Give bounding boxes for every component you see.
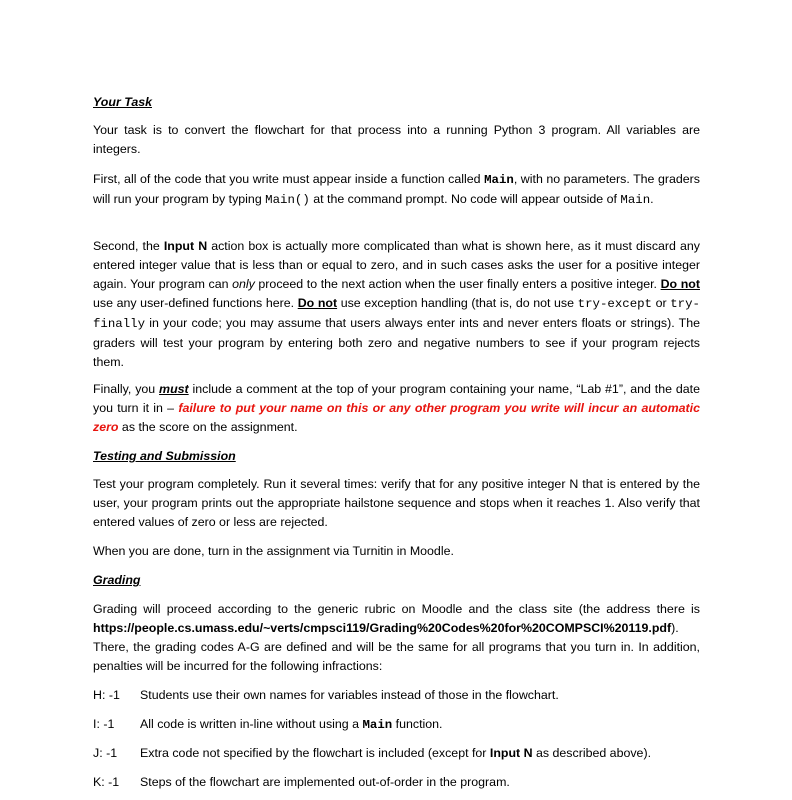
text-run: in your code; you may assume that users always enter ints and never enters floats or strings). The graders will test your program by entering both zero and negative numbers to see if your program rejects them.	[93, 316, 700, 369]
input-n-label: Input N	[489, 746, 533, 760]
text-run: Grading will proceed according to the generic rubric on Moodle and the class site (the address there is	[93, 602, 700, 616]
your-task-heading: Your Task	[93, 95, 152, 109]
input-n-label: Input N	[163, 239, 208, 253]
penalty-code: I: -1	[93, 717, 115, 731]
testing-paragraph-1: Test your program completely. Run it several times: verify that for any positive integer N that is entered by the user, your program prints out the appropriate hailstone sequence and stops when it reaches 1. Also verify that entered values of zero or less are rejected.	[93, 477, 700, 529]
text-run: Extra code not specified by the flowchart is included (except for	[140, 746, 490, 760]
only-emphasis: only	[232, 277, 255, 291]
text-run: use any user-defined functions here.	[93, 296, 298, 310]
text-run: function.	[392, 717, 443, 731]
code-main-call: Main()	[265, 193, 310, 207]
text-run: as described above).	[532, 746, 652, 760]
text-run: First, all of the code that you write must appear inside a function called	[93, 172, 485, 186]
grading-heading: Grading	[93, 573, 141, 587]
text-run: All code is written in-line without using a	[140, 717, 363, 731]
text-run: .	[650, 192, 654, 206]
penalty-text: Steps of the flowchart are implemented out-of-order in the program.	[140, 775, 510, 789]
text-run: action box is actually more complicated than what is shown here, as it must discard any entered integer value that is less than or equal to zero, and in such cases asks the user for a positive integer again. Your program can	[93, 239, 700, 291]
text-run: as the score on the assignment.	[118, 420, 298, 434]
must-emphasis: must	[159, 382, 189, 396]
penalty-text	[140, 715, 443, 735]
testing-heading: Testing and Submission	[93, 449, 236, 463]
penalty-text	[140, 744, 651, 763]
text-run: include a comment at the top of your program containing your name, “Lab #1”, and the date you turn it in –	[93, 382, 701, 415]
testing-paragraph-2: When you are done, turn in the assignment via Turnitin in Moodle.	[93, 544, 454, 558]
text-run: Second, the	[93, 239, 164, 253]
code-main: Main	[620, 193, 651, 207]
code-main-bold: Main	[484, 173, 514, 187]
code-main-bold: Main	[362, 718, 393, 732]
text-run: , with no parameters. The graders will run your program by typing	[93, 172, 700, 206]
grading-paragraph	[93, 600, 700, 676]
automatic-zero-warning: failure to put your name on this or any other program you write will incur an automatic zero	[93, 401, 700, 434]
task-paragraph-1: Your task is to convert the flowchart for that process into a running Python 3 program. All variables are integers.	[93, 123, 700, 156]
do-not-emphasis: Do not	[660, 277, 700, 291]
text-run: at the command prompt. No code will appear outside of	[309, 192, 621, 206]
penalty-code: J: -1	[93, 746, 118, 760]
text-run: use exception handling (that is, do not use	[337, 296, 578, 310]
grading-codes-url: https://people.cs.umass.edu/~verts/cmpsci119/Grading%20Codes%20for%20COMPSCI%20119.pdf	[93, 621, 672, 635]
do-not-emphasis: Do not	[297, 296, 338, 310]
text-run: or	[652, 296, 671, 310]
code-try-except: try-except	[577, 297, 652, 311]
code-try-finally: try-finally	[93, 297, 700, 331]
text-run: proceed to the next action when the user finally enters a positive integer.	[254, 277, 661, 291]
task-paragraph-3	[93, 237, 700, 372]
penalty-code: K: -1	[93, 775, 120, 789]
penalty-code: H: -1	[93, 688, 120, 702]
text-run: Finally, you	[93, 382, 160, 396]
text-run: ). There, the grading codes A-G are defined and will be the same for all programs that you turn in. In addition, penalties will be incurred for the following infractions:	[93, 621, 700, 673]
task-paragraph-4	[93, 380, 700, 437]
task-paragraph-2	[93, 170, 700, 210]
penalty-text: Students use their own names for variables instead of those in the flowchart.	[140, 688, 559, 702]
